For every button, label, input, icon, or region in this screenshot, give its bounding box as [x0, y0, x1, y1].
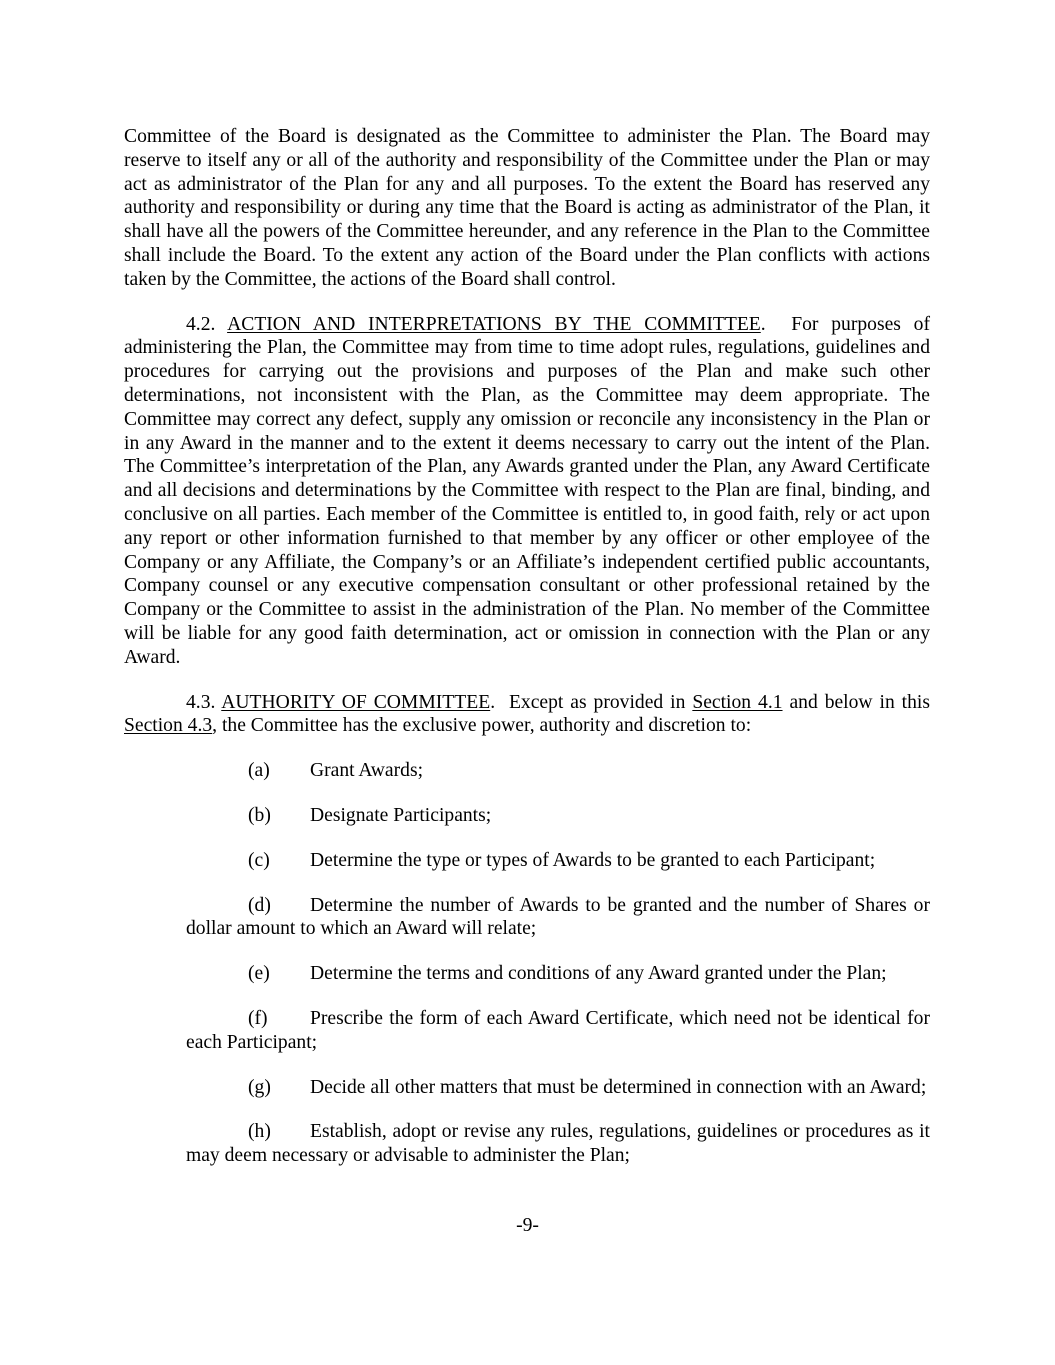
list-item-label: (d)	[248, 894, 271, 916]
section-4-3-text-2: and below in this	[789, 691, 930, 713]
list-item-g	[186, 1076, 930, 1100]
list-item-label: (g)	[248, 1076, 271, 1098]
list-item-text: Decide all other matters that must be determined in connection with an Award;	[310, 1076, 927, 1098]
section-4-2-heading: ACTION AND INTERPRETATIONS BY THE COMMITTEE	[227, 313, 761, 335]
section-4-3	[124, 691, 930, 739]
section-4-3-heading-period: .	[490, 691, 496, 713]
list-item-label: (e)	[248, 963, 270, 985]
list-item-label: (h)	[248, 1121, 271, 1143]
list-item-label: (f)	[248, 1007, 268, 1029]
list-item-label: (a)	[248, 760, 270, 782]
section-4-3-text-3: , the Committee has the exclusive power, authority and discretion to:	[212, 715, 752, 737]
section-4-3-reference-link[interactable]: Section 4.3	[124, 715, 213, 737]
list-item-a	[186, 759, 930, 783]
section-4-3-heading: AUTHORITY OF COMMITTEE	[221, 691, 491, 713]
section-4-2	[124, 313, 930, 670]
section-4-2-body: For purposes of administering the Plan, the Committee may from time to time adopt rules, regulations, guidelines and procedures for carrying out the provisions and purposes of the Plan and make such other determinations, not inconsistent with the Plan, as the Committee may deem appropriate. The Committee may correct any defect, supply any omission or reconcile any inconsistency in the Plan or in any Award in the manner and to the extent it deems necessary to carry out the intent of the Plan. The Committee’s interpretation of the Plan, any Awards granted under the Plan, any Award Certificate and all decisions and determinations by the Committee with respect to the Plan are final, binding, and conclusive on all parties. Each member of the Committee is entitled to, in good faith, rely or act upon any report or other information furnished to that member by any officer or other employee of the Company or any Affiliate, the Company’s or an Affiliate’s independent certified public accountants, Company counsel or any executive compensation consultant or other professional retained by the Company or the Committee to assist in the administration of the Plan. No member of the Committee will be liable for any good faith determination, act or omission in connection with the Plan or any Award.	[124, 313, 930, 668]
page-number: -9-	[516, 1215, 539, 1236]
section-4-2-number: 4.2.	[186, 313, 216, 335]
section-4-3-number: 4.3.	[186, 691, 216, 713]
list-item-text: Determine the number of Awards to be granted and the number of Shares or dollar amount to which an Award will relate;	[186, 894, 930, 940]
list-item-text: Determine the type or types of Awards to be granted to each Participant;	[310, 849, 876, 871]
list-item-label: (b)	[248, 804, 271, 826]
section-4-3-text-1: Except as provided in	[508, 691, 686, 713]
list-item-label: (c)	[248, 849, 270, 871]
list-item-f	[186, 1007, 930, 1055]
list-item-e	[186, 962, 930, 986]
section-4-2-heading-period: .	[760, 313, 766, 335]
list-item-c	[186, 849, 930, 873]
list-item-text: Prescribe the form of each Award Certificate, which need not be identical for each Participant;	[186, 1007, 930, 1053]
list-item-text: Grant Awards;	[310, 760, 424, 782]
list-item-text: Designate Participants;	[310, 804, 492, 826]
document-page	[124, 125, 930, 1189]
list-item-h	[186, 1120, 930, 1168]
section-4-1-reference-link[interactable]: Section 4.1	[692, 691, 783, 713]
list-item-b	[186, 804, 930, 828]
list-item-text: Determine the terms and conditions of any Award granted under the Plan;	[310, 963, 887, 985]
paragraph-committee-designation: Committee of the Board is designated as the Committee to administer the Plan. The Board may reserve to itself any or all of the authority and responsibility of the Committee under the Plan or may act as administrator of the Plan for any and all purposes. To the extent the Board has reserved any authority and responsibility or during any time that the Board is acting as administrator of the Plan, it shall have all the powers of the Committee hereunder, and any reference in the Plan to the Committee shall include the Board. To the extent any action of the Board under the Plan conflicts with actions taken by the Committee, the actions of the Board shall control.	[124, 126, 930, 290]
list-item-d	[186, 894, 930, 942]
list-item-text: Establish, adopt or revise any rules, regulations, guidelines or procedures as it may deem necessary or advisable to administer the Plan;	[186, 1121, 930, 1167]
